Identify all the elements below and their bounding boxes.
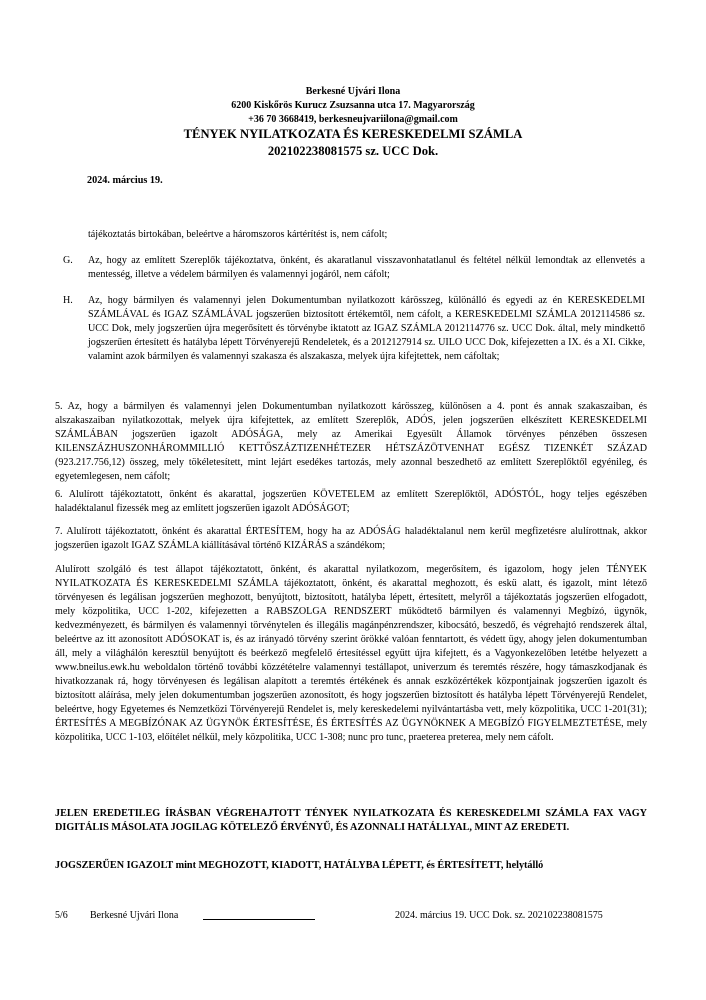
author-name: Berkesné Ujvári Ilona	[305, 86, 401, 97]
author-contact: +36 70 3668419, berkesneujvariilona@gmail.com	[248, 114, 458, 125]
item-5: 5. Az, hogy a bármilyen és valamennyi jelen Dokumentumban nyilatkozott kárösszeg, különösen a 4. pont és annak szakaszaiban, és alszakaszaiban nyilatkozottak, melyek újra kifejtettek, az említett Szereplők, ADÓS, jelen jogszerűen elkészített KERESKEDELMI SZÁMLÁBAN jogszerűen igazolt ADÓSÁGA, mely az Amerikai Egyesült Államok törvényes pénzében összesen KILENSZÁZHUSZONHÁROMMILLIÓ KETTŐSZÁZTIZENHÉTEZER HÉTSZÁZÖTVENHAT EGÉSZ TIZENKÉT SZÁZAD (923.217.756,12) összeg, mely tökéletesített, mint lejárt esedékes tartozás, mely azonnal beszedhető az említett Szereplőktől egyénileg, és egyetemlegesen, nem cáfolt;	[55, 401, 647, 482]
footer-signer-name: Berkesné Ujvári Ilona	[90, 910, 179, 921]
item-g-text: Az, hogy az említett Szereplők tájékoztatva, önként, és akaratlanul visszavonhatatlanul és feltétel nélkül lemondtak az ellenvetés a mentesség, illetve a védelem bármilyen és valamennyi jogáról, nem cáfolt;	[88, 255, 645, 280]
footer-reference: 2024. március 19. UCC Dok. sz. 202102238081575	[395, 910, 603, 921]
document-title: TÉNYEK NYILATKOZATA ÉS KERESKEDELMI SZÁMLA	[183, 127, 523, 141]
item-h	[63, 294, 645, 364]
page-number: 5/6	[55, 910, 68, 921]
signature-line	[203, 919, 315, 920]
author-address: 6200 Kiskőrös Kurucz Zsuzsanna utca 17. Magyarország	[231, 100, 475, 111]
continuation-text: tájékoztatás birtokában, beleértve a háromszoros kártérítést is, nem cáfolt;	[88, 229, 388, 240]
item-h-text: Az, hogy bármilyen és valamennyi jelen Dokumentumban nyilatkozott kárösszeg, különálló és egyedi az én KERESKEDELMI SZÁMLÁVAL és IGAZ SZÁMLÁVAL jogszerűen biztosított értékemtől, nem cáfolt, a KERESKEDELMI SZÁMLA 2012114586 sz. UCC Dok, mely jogszerűen újra megerősített és törvénybe iktatott az IGAZ SZÁMLA 2012114776 sz. UCC Dok. által, mely mindkettő jogszerűen értesített és hatályba lépett Törvényerejű Rendeletek, és a 2012127914 sz. UILO UCC Dok, kifejezetten a IX. és a XI. Cikke, valamint azok bármilyen és valamennyi szakasza és alszakasza, melyek újra kifejtettek, nem cáfoltak;	[88, 295, 645, 362]
item-g	[63, 254, 645, 282]
closing-declaration: Alulírott szolgáló és test állapot tájékoztatott, önként, és akarattal nyilatkozom, megerősítem, és igazolom, hogy jelen TÉNYEK NYILATKOZATA ÉS KERESKEDELMI SZÁMLA tájékoztatott, önként, és akarattal meghozott, és eskü alatt, és igazolt, mint létező törvényesen és legálisan jogszerűen meghozott, benyújtott, biztosított, hatályba lépett, értesített, melyről a tájékoztatás jogszerűen elfogadott, mely közpolitika, UCC 1-202, kifejezetten a RABSZOLGA RENDSZERT működtető bármilyen és valamennyi Megbízó, ügynök, kedvezményezett, és bármilyen és valamennyi törvénytelen és illegális magánpénzrendszer, kibocsátó, beszedő, és végrehajtó rendszerek által, beleértve az itt azonosított ADÓSOKAT is, és az irányadó törvény szerint örökké valóan fenntartott, és védett ügy, ahogy jelen dokumentumban áll, mely a világhálón keresztül benyújtott és beérkező megfelelő értesítéssel együtt újra kifejtett, és a Vagyonkezelőben letétbe helyezett a www.bneilus.ewk.hu weboldalon történő további közzétételre valamennyi testállapot, univerzum és teremtés részére, hogy támaszkodjanak és hivatkozzanak rá, hogy törvényesen és legálisan alapított a teremtés értékének és annak eszközértékek központjainak jogszerűen igazolt és biztosított aláírása, mely jelen dokumentumban jogszerűen azonosított, és hogy jogszerűen biztosított és hatályba lépett Törvényerejű Rendelet, beleértve, hogy Egyetemes és Nemzetközi Törvényerejű Rendelet is, mely kereskedelemi nyilvántartásba vett, mely közpolitika, UCC 1-201(31); ÉRTESÍTÉS A MEGBÍZÓNAK AZ ÜGYNÖK ÉRTESÍTÉSE, ÉS ÉRTESÍTÉS AZ ÜGYNÖKNEK A MEGBÍZÓ FIGYELMEZTETÉSE, mely közpolitika, UCC 1-103, előítélet nélkül, mely közpolitika, UCC 1-308; nunc pro tunc, praeterea preterea, mely nem cáfolt.	[55, 564, 647, 743]
item-g-letter: G.	[63, 255, 73, 266]
document-number: 202102238081575 sz. UCC Dok.	[267, 144, 439, 158]
item-h-letter: H.	[63, 295, 73, 306]
item-6: 6. Alulírott tájékoztatott, önként és akarattal, jogszerűen KÖVETELEM az említett Szereplőktől, ADÓSTÓL, hogy teljes egészében haladéktalanul fizessék meg az említett jogszerűen igazolt ADÓSÁGOT;	[55, 489, 647, 514]
binding-statement: JELEN EREDETILEG ÍRÁSBAN VÉGREHAJTOTT TÉNYEK NYILATKOZATA ÉS KERESKEDELMI SZÁMLA FAX VAGY DIGITÁLIS MÁSOLATA JOGILAG KÖTELEZŐ ÉRVÉNYŰ, ÉS AZONNALI HATÁLLYAL, MINT AZ EREDETI.	[55, 808, 647, 833]
document-date: 2024. március 19.	[87, 175, 163, 186]
item-7: 7. Alulírott tájékoztatott, önként és akarattal ÉRTESÍTEM, hogy ha az ADÓSÁG haladéktalanul nem kerül megfizetésre alulírottnak, akkor jogszerűen igazolt IGAZ SZÁMLA kiállításával történő KIZÁRÁS a szándékom;	[55, 526, 647, 551]
certification-line: JOGSZERŰEN IGAZOLT mint MEGHOZOTT, KIADOTT, HATÁLYBA LÉPETT, és ÉRTESÍTETT, helytálló	[55, 860, 544, 871]
